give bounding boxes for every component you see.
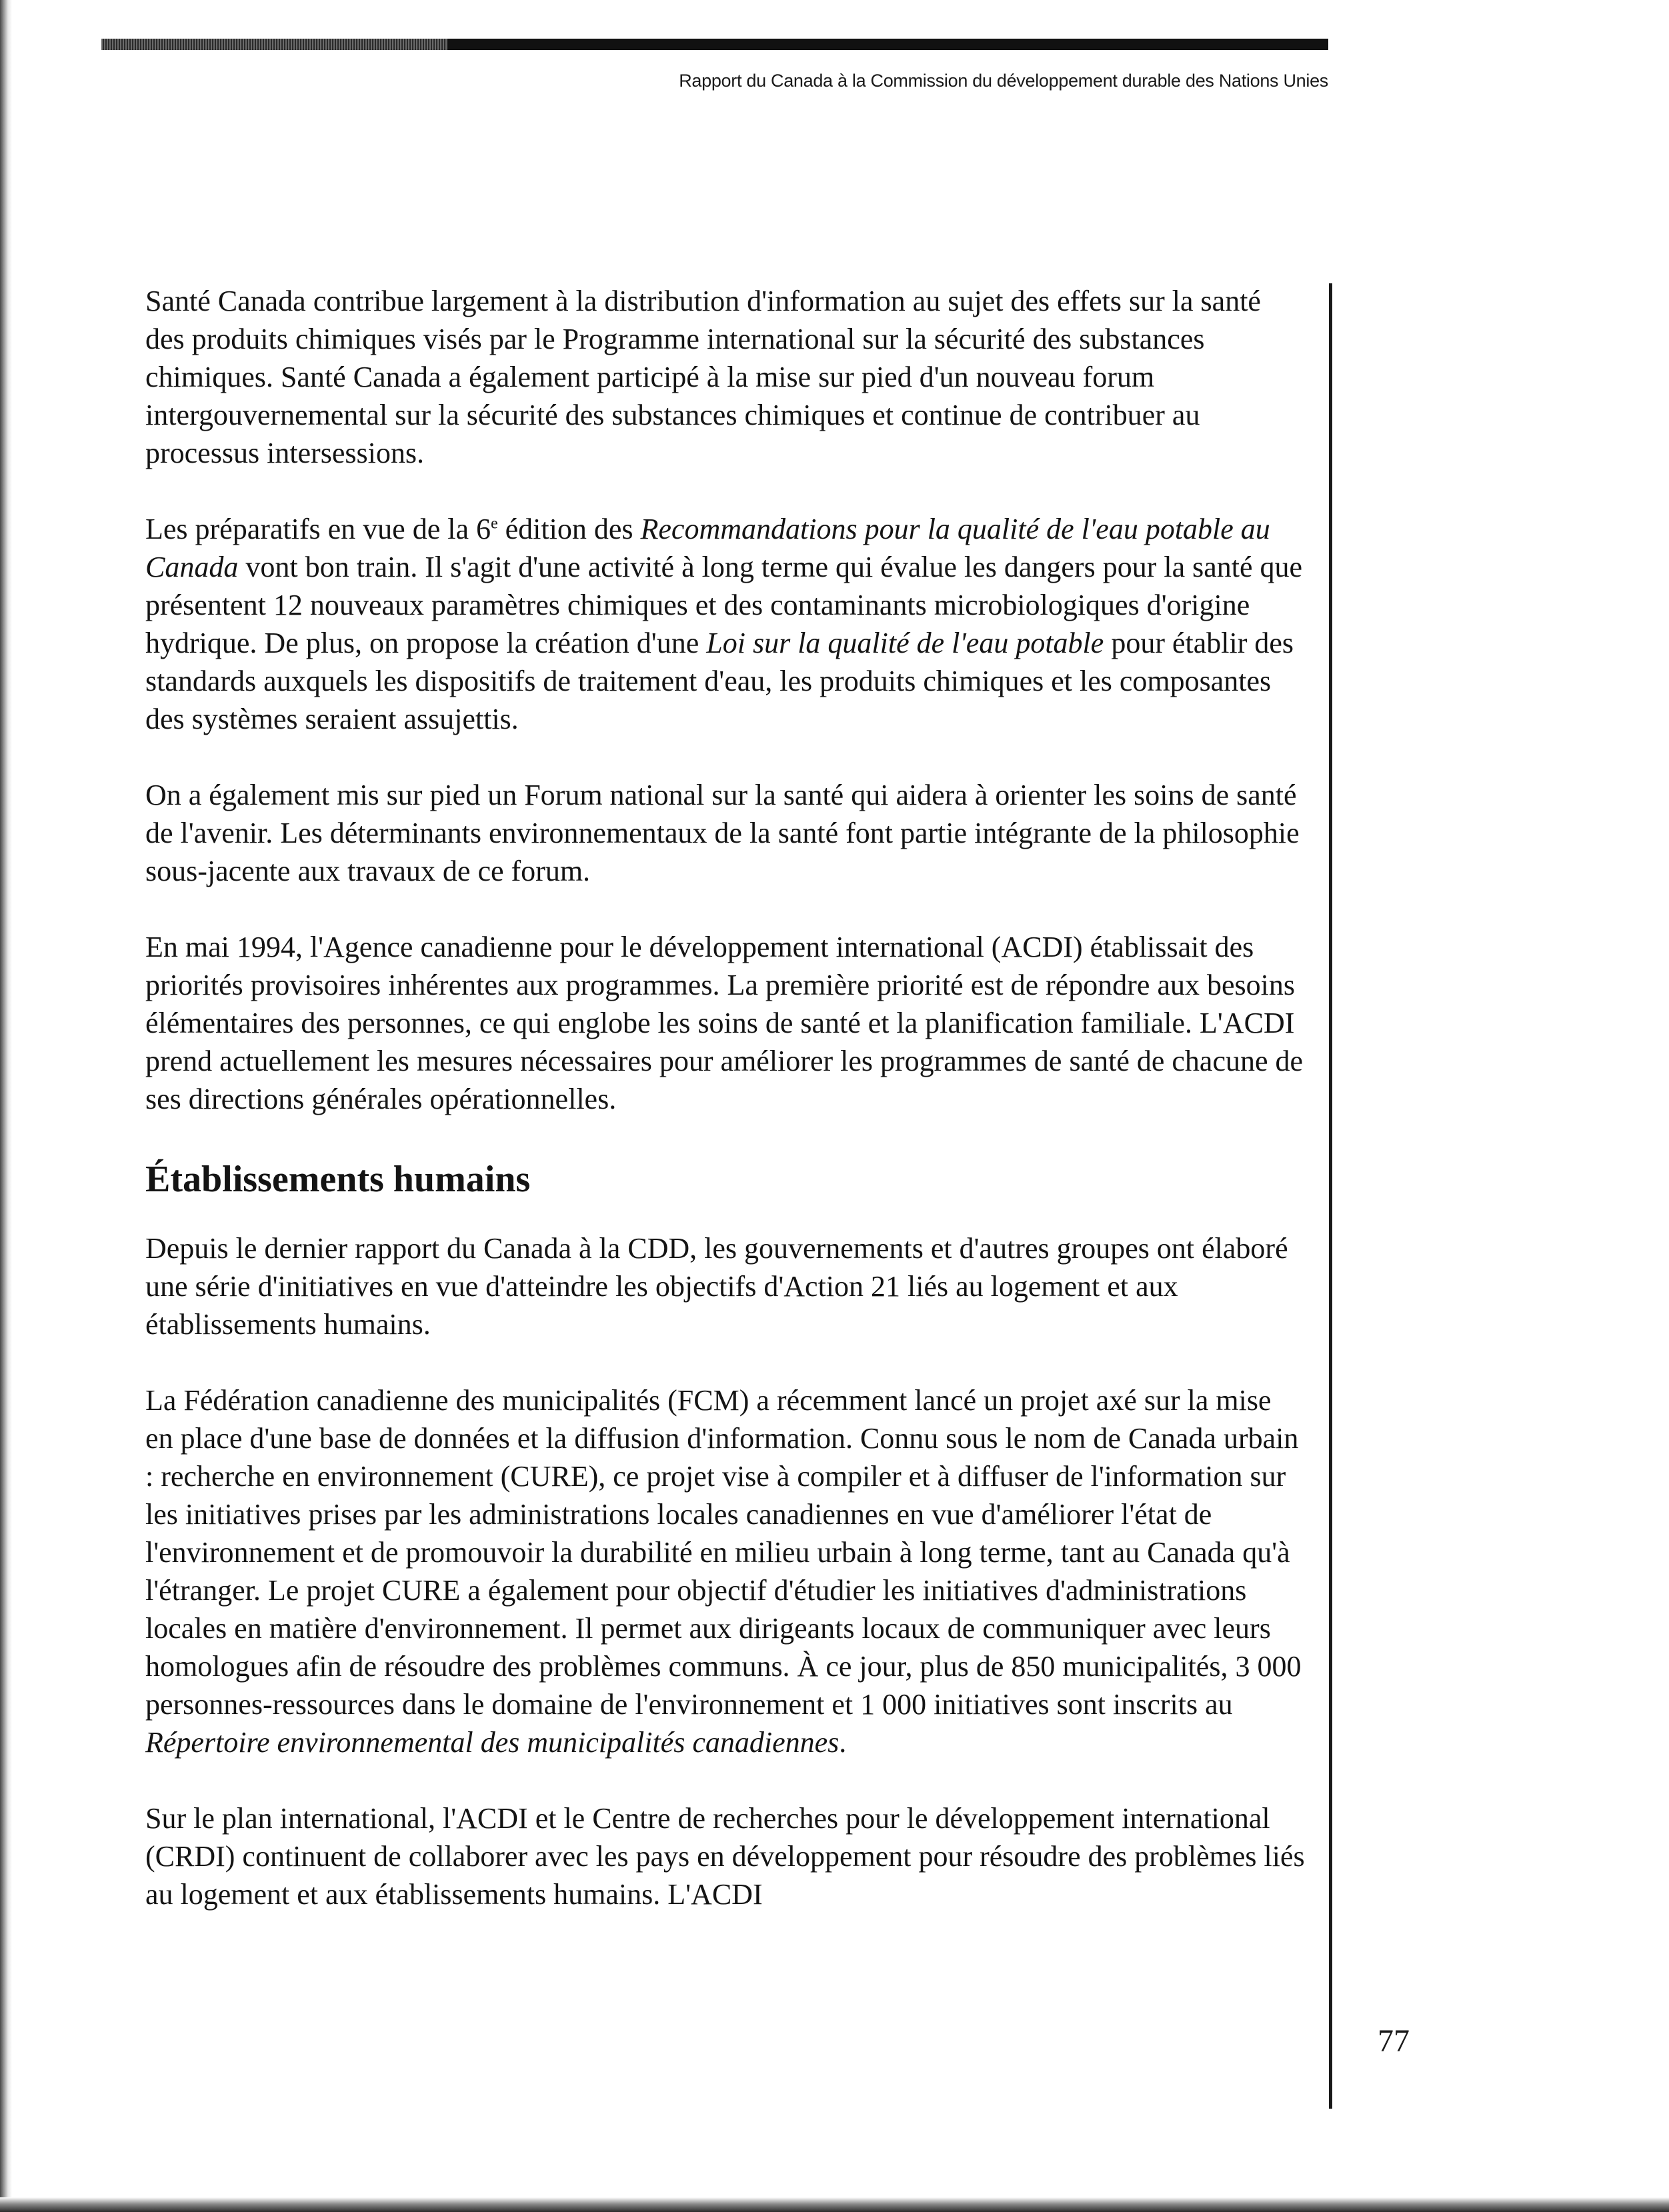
p2-italic-title-recommandations: Recommandations pour la qualité de l'eau potable au Canada — [145, 513, 1270, 583]
p2-text-mid: édition des — [497, 513, 641, 545]
p2-superscript: e — [491, 515, 498, 533]
paragraph-eau-potable — [145, 510, 1306, 738]
scan-left-edge — [0, 0, 12, 2212]
p2-text-before: Les préparatifs en vue de la 6 — [145, 513, 491, 545]
section-heading: Établissements humains — [145, 1159, 531, 1200]
p6-text-end: . — [839, 1726, 847, 1759]
p2-text-after1: vont bon train. Il s'agit d'une activité à long terme qui évalue les dangers pour la santé que présentent 12 nouveaux paramètres chimiques et des contaminants microbiologiques d'origine hydrique. De plus, on propose la création d'une — [145, 551, 1303, 659]
paragraph-forum-national: On a également mis sur pied un Forum national sur la santé qui aidera à orienter les soins de santé de l'avenir. Les déterminants environnementaux de la santé font partie intégrante de la philosophie sous-jacente aux travaux de ce forum. — [145, 779, 1300, 887]
header-rule-texture — [101, 39, 448, 50]
p6-text: La Fédération canadienne des municipalités (FCM) a récemment lancé un projet axé sur la mise en place d'une base de données et la diffusion d'information. Connu sous le nom de Canada urbain : recherche en environnement (CURE), ce projet vise à compiler et à diffuser de l'information sur les initiatives prises par les administrations locales canadiennes en vue d'améliorer l'état de l'environnement et de promouvoir la durabilité en milieu urbain à long terme, tant au Canada qu'à l'étranger. Le projet CURE a également pour objectif d'étudier les initiatives d'administrations locales en matière d'environnement. Il permet aux dirigeants locaux de communiquer avec leurs homologues afin de résoudre des problèmes communs. À ce jour, plus de 850 municipalités, 3 000 personnes-ressources dans le domaine de l'environnement et 1 000 initiatives sont inscrits au — [145, 1384, 1302, 1721]
p2-text-after2: pour établir des standards auxquels les dispositifs de traitement d'eau, les produits chimiques et les composantes des systèmes seraient assujettis. — [145, 627, 1294, 735]
paragraph-rapport-cdd: Depuis le dernier rapport du Canada à la CDD, les gouvernements et d'autres groupes ont élaboré une série d'initiatives en vue d'atteindre les objectifs d'Action 21 liés au logement et aux établissements humains. — [145, 1232, 1288, 1341]
p6-italic-repertoire: Répertoire environnemental des municipalités canadiennes — [145, 1726, 840, 1759]
scan-bottom-edge — [0, 2197, 1669, 2212]
p2-italic-title-loi: Loi sur la qualité de l'eau potable — [706, 627, 1104, 659]
paragraph-sante-canada: Santé Canada contribue largement à la distribution d'information au sujet des effets sur la santé des produits chimiques visés par le Programme international sur la sécurité des substances chimiques. Santé Canada a également participé à la mise sur pied d'un nouveau forum intergouvernemental sur la sécurité des substances chimiques et continue de contribuer au processus intersessions. — [145, 285, 1261, 469]
running-header: Rapport du Canada à la Commission du développement durable des Nations Unies — [679, 71, 1328, 91]
paragraph-acdi: En mai 1994, l'Agence canadienne pour le développement international (ACDI) établissait des priorités provisoires inhérentes aux programmes. La première priorité est de répondre aux besoins élémentaires des personnes, ce qui englobe les soins de santé et la planification familiale. L'ACDI prend actuellement les mesures nécessaires pour améliorer les programmes de santé de chacune de ses directions générales opérationnelles. — [145, 931, 1304, 1115]
page-number: 77 — [1378, 2023, 1410, 2059]
paragraph-fcm — [145, 1381, 1306, 1761]
margin-rule — [1329, 283, 1332, 2109]
paragraph-international: Sur le plan international, l'ACDI et le Centre de recherches pour le développement international (CRDI) continuent de collaborer avec les pays en développement pour résoudre des problèmes liés au logement et aux établissements humains. L'ACDI — [145, 1802, 1305, 1911]
page-body — [145, 282, 1306, 1951]
